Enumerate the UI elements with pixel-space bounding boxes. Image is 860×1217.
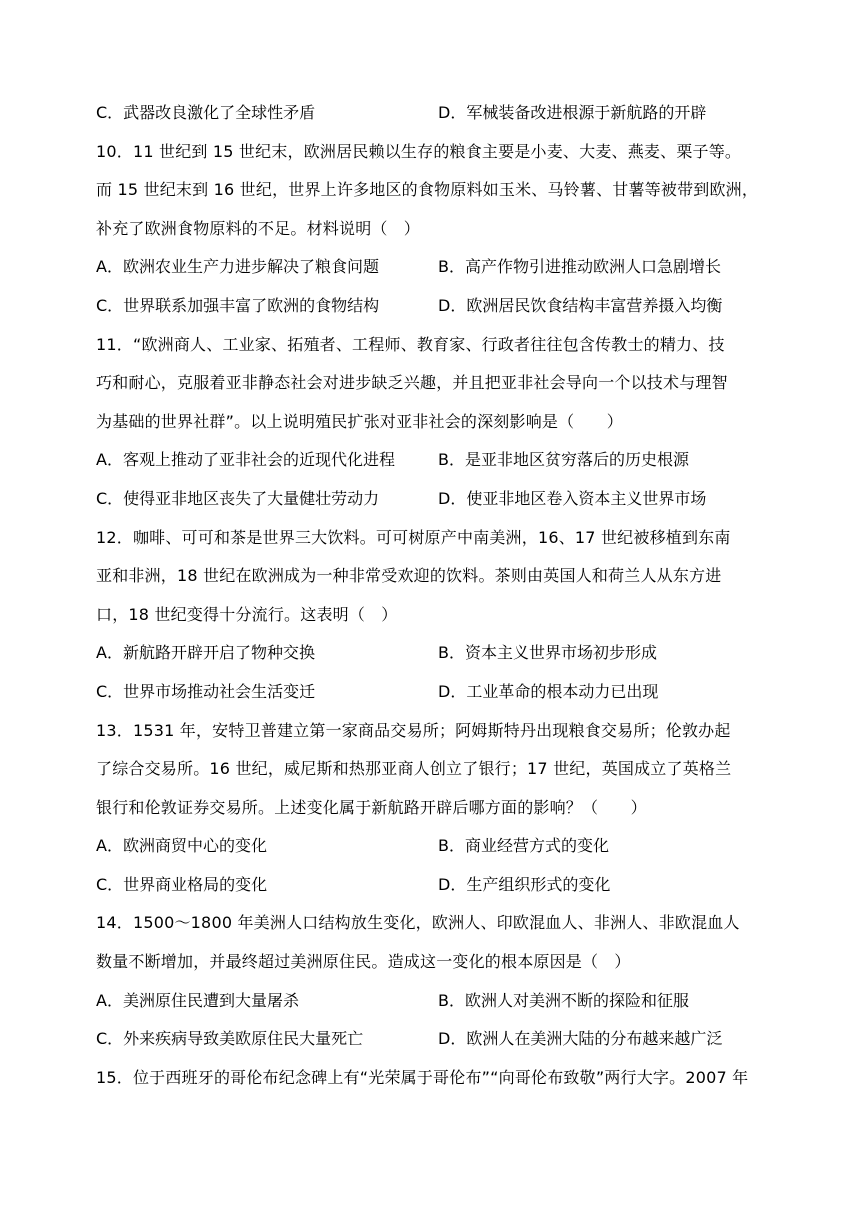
q12-stem-line-1: 12．咖啡、可可和茶是世界三大饮料。可可树原产中南美洲，16、17 世纪被移植到东南 — [96, 527, 731, 547]
q13-option-a[interactable]: A．欧洲商贸中心的变化 — [96, 836, 267, 856]
q14-options-cd — [96, 1020, 768, 1059]
q11-option-d[interactable]: D．使亚非地区卷入资本主义世界市场 — [438, 488, 707, 508]
q13-options-cd — [96, 866, 768, 905]
q12-options-ab — [96, 634, 768, 673]
q14-option-b[interactable]: B．欧洲人对美洲不断的探险和征服 — [438, 990, 689, 1010]
exam-page — [96, 94, 768, 1097]
q9-option-d[interactable]: D．军械装备改进根源于新航路的开辟 — [438, 103, 707, 122]
q12-option-d[interactable]: D．工业革命的根本动力已出现 — [438, 681, 659, 701]
q10-stem-line-2: 而 15 世纪末到 16 世纪，世界上许多地区的食物原料如玉米、马铃薯、甘薯等被带到欧洲， — [96, 180, 759, 200]
q11-stem-line-2: 巧和耐心，克服着亚非静态社会对进步缺乏兴趣，并且把亚非社会导向一个以技术与理智 — [96, 373, 728, 393]
q13-stem-line-3: 银行和伦敦证券交易所。上述变化属于新航路开辟后哪方面的影响？（ ） — [96, 797, 647, 817]
q14-option-d[interactable]: D．欧洲人在美洲大陆的分布越来越广泛 — [438, 1029, 723, 1049]
q11-option-a[interactable]: A．客观上推动了亚非社会的近现代化进程 — [96, 450, 395, 470]
q12-options-cd — [96, 673, 768, 712]
q11-options-ab — [96, 441, 768, 480]
q11-options-cd — [96, 480, 768, 519]
q10-option-a[interactable]: A．欧洲农业生产力进步解决了粮食问题 — [96, 257, 379, 277]
q12-option-b[interactable]: B．资本主义世界市场初步形成 — [438, 643, 657, 663]
q15-stem-line-1: 15．位于西班牙的哥伦布纪念碑上有“光荣属于哥伦布”“向哥伦布致敬”两行大字。2007 年 — [96, 1067, 749, 1087]
q11-option-b[interactable]: B．是亚非地区贫穷落后的历史根源 — [438, 450, 689, 470]
q12-option-c[interactable]: C．世界市场推动社会生活变迁 — [96, 681, 316, 701]
q14-options-ab — [96, 982, 768, 1021]
q11-option-c[interactable]: C．使得亚非地区丧失了大量健壮劳动力 — [96, 488, 380, 508]
q14-stem-line-2: 数量不断增加，并最终超过美洲原住民。造成这一变化的根本原因是（ ） — [96, 952, 631, 972]
q13-option-b[interactable]: B．商业经营方式的变化 — [438, 836, 609, 856]
q13-options-ab — [96, 827, 768, 866]
q12-option-a[interactable]: A．新航路开辟开启了物种交换 — [96, 643, 315, 663]
q10-stem-line-1: 10．11 世纪到 15 世纪末，欧洲居民赖以生存的粮食主要是小麦、大麦、燕麦、栗子等。 — [96, 141, 742, 161]
q10-options-ab — [96, 248, 768, 287]
q12-stem-line-3: 口，18 世纪变得十分流行。这表明（ ） — [96, 604, 398, 624]
q9-option-c[interactable]: C．武器改良激化了全球性矛盾 — [96, 103, 316, 122]
q14-option-c[interactable]: C．外来疾病导致美欧原住民大量死亡 — [96, 1029, 364, 1049]
q13-option-d[interactable]: D．生产组织形式的变化 — [438, 874, 611, 894]
q13-stem-line-1: 13．1531 年，安特卫普建立第一家商品交易所；阿姆斯特丹出现粮食交易所；伦敦办起 — [96, 720, 731, 740]
q12-stem-line-2: 亚和非洲，18 世纪在欧洲成为一种非常受欢迎的饮料。茶则由英国人和荷兰人从东方进 — [96, 566, 722, 586]
q10-option-b[interactable]: B．高产作物引进推动欧洲人口急剧增长 — [438, 257, 721, 277]
q10-stem-line-3: 补充了欧洲食物原料的不足。材料说明（ ） — [96, 218, 421, 238]
q13-option-c[interactable]: C．世界商业格局的变化 — [96, 874, 268, 894]
q13-stem-line-2: 了综合交易所。16 世纪，威尼斯和热那亚商人创立了银行；17 世纪，英国成立了英格兰 — [96, 759, 732, 779]
q14-option-a[interactable]: A．美洲原住民遭到大量屠杀 — [96, 990, 299, 1010]
q10-options-cd — [96, 287, 768, 326]
q11-stem-line-1: 11．“欧洲商人、工业家、拓殖者、工程师、教育家、行政者往往包含传教士的精力、技 — [96, 334, 725, 354]
q10-option-c[interactable]: C．世界联系加强丰富了欧洲的食物结构 — [96, 295, 380, 315]
q9-options-cd — [96, 94, 768, 133]
q10-option-d[interactable]: D．欧洲居民饮食结构丰富营养摄入均衡 — [438, 295, 723, 315]
q14-stem-line-1: 14．1500～1800 年美洲人口结构放生变化，欧洲人、印欧混血人、非洲人、非欧混血人 — [96, 913, 740, 933]
q11-stem-line-3: 为基础的世界社群”。以上说明殖民扩张对亚非社会的深刻影响是（ ） — [96, 411, 623, 431]
